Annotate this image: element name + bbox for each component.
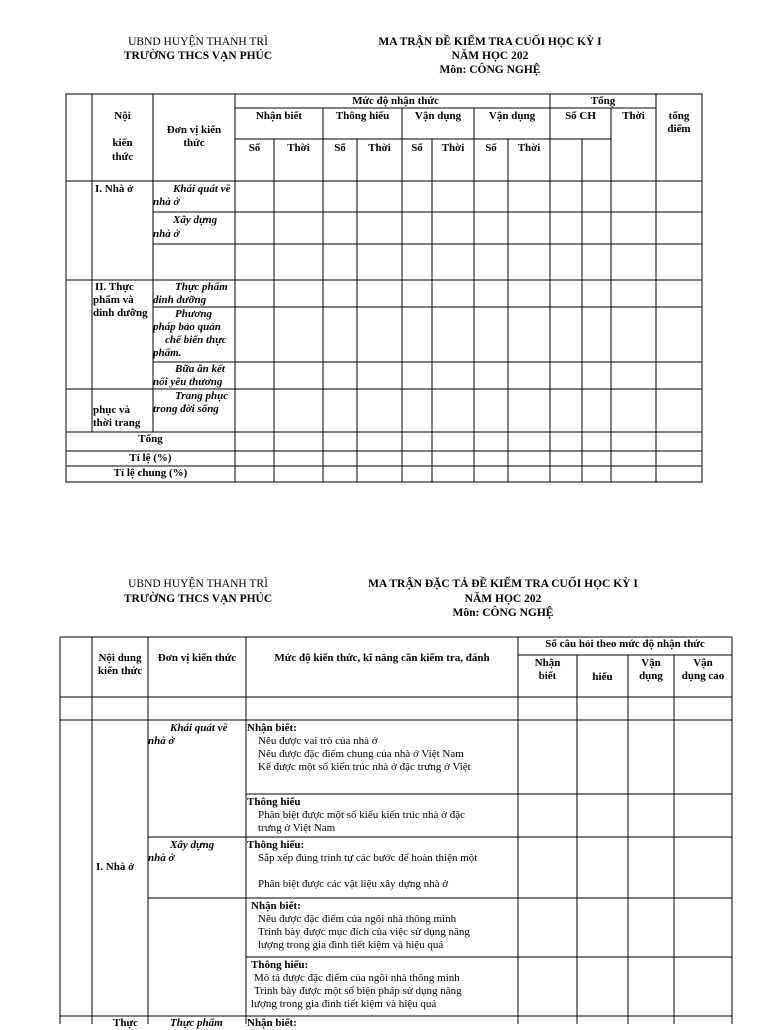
sub-time: Thời	[517, 142, 541, 154]
doc-title: MA TRẬN ĐẶC TẢ ĐỀ KIỂM TRA CUỐI HỌC KỲ I	[368, 578, 638, 590]
unit-housing-build: Xây dựng	[173, 214, 218, 226]
school-year: NĂM HỌC 202	[451, 50, 529, 62]
unit-food-meal: Bữa ăn kết	[175, 363, 225, 375]
level-understand: Thông hiểu	[335, 110, 390, 122]
subject: Môn: CÔNG NGHỆ	[439, 64, 541, 76]
sub-time: Thời	[441, 142, 465, 154]
topic-housing: I. Nhà ở	[96, 861, 135, 873]
ratio-row-label: Tỉ lệ (%)	[129, 452, 172, 464]
total-group-header: Tổng	[590, 95, 616, 107]
school-line: TRƯỜNG THCS VẠN PHÚC	[123, 50, 273, 62]
topic-housing: I. Nhà ở	[95, 183, 134, 195]
level-apply-high: Vận dụng	[488, 110, 536, 122]
sub-apply-high: Vận	[693, 657, 713, 669]
spec-block-cut: Nhận biết:	[247, 1017, 297, 1029]
col-question-count-header: Số câu hỏi theo mức độ nhận thức	[545, 638, 705, 650]
org-line1: UBND HUYỆN THANH TRÌ	[128, 36, 268, 48]
unit-clothing-2: trong đời sống	[153, 403, 219, 415]
unit-clothing: Trang phục	[175, 390, 229, 402]
topic-food-cut: Thực	[113, 1017, 138, 1029]
topic-food-2: phẩm và	[93, 294, 134, 306]
unit-food-preserve-2: pháp bảo quản	[153, 321, 221, 333]
level-recognize: Nhận biết	[255, 110, 303, 122]
col-unit-header: Đơn vị kiến	[166, 124, 222, 136]
school-year: NĂM HỌC 202	[464, 593, 542, 605]
unit-food-preserve-4: phẩm.	[153, 347, 182, 359]
unit-food-nutrition-2: dinh dưỡng	[153, 294, 207, 306]
topic-clothing-2: thời trang	[93, 417, 141, 429]
unit-food-meal-2: nối yêu thương	[153, 376, 223, 388]
spec-block-understand-1: Thông hiểu Phân biệt được một số kiểu kiến trúc nhà ở đặc trưng ở Việt Nam	[247, 796, 465, 834]
sub-understand: hiểu	[592, 671, 613, 683]
sub-count: Số	[411, 142, 423, 154]
unit-housing-build: Xây dựng	[170, 839, 215, 851]
unit-food-preserve-3: chế biến thực	[165, 334, 227, 346]
unit-food-cut: Thực phẩm	[170, 1017, 223, 1029]
col-content-header-2: kiến thức	[97, 665, 143, 677]
sub-recognize-2: biết	[538, 670, 557, 682]
topic-food: II. Thực	[95, 281, 134, 293]
col-content-header: Nội dung	[98, 652, 142, 664]
col-topic-header-3: thức	[111, 151, 134, 163]
total-score-header: tổng	[668, 110, 690, 122]
col-skill-header: Mức độ kiến thức, kĩ năng cần kiểm tra, đánh	[274, 652, 490, 664]
sub-count: Số	[248, 142, 261, 154]
school-line: TRƯỜNG THCS VẠN PHÚC	[123, 593, 273, 605]
level-group-header: Mức độ nhận thức	[352, 95, 439, 107]
sub-apply: Vận	[641, 657, 661, 669]
unit-housing-build-2: nhà ở	[148, 852, 175, 864]
sub-apply-high-2: dụng cao	[681, 670, 725, 682]
topic-food-3: dinh dưỡng	[93, 307, 148, 319]
time-header: Thời	[622, 110, 645, 122]
subject: Môn: CÔNG NGHỆ	[452, 607, 554, 619]
question-count-header: Số CH	[565, 110, 596, 122]
total-score-header-2: điểm	[667, 123, 691, 135]
doc-title: MA TRẬN ĐỀ KIỂM TRA CUỐI HỌC KỲ I	[378, 36, 602, 48]
topic-clothing: phục và	[93, 404, 130, 416]
unit-housing-overview-2: nhà ở	[148, 735, 175, 747]
col-unit-header: Đơn vị kiến thức	[157, 652, 237, 664]
org-line1: UBND HUYỆN THANH TRÌ	[128, 578, 268, 590]
unit-housing-overview-2: nhà ở	[153, 196, 180, 208]
spec-block-recognize-2: Nhận biết: Nêu được đặc điểm của ngôi nhà thông minh Trình bày được mục đích của việc sử dụng năng lượng trong gia đình tiết kiệm và hiệu quả	[251, 900, 470, 951]
spec-block-recognize-1: Nhận biết: Nêu được vai trò của nhà ở Nêu được đặc điểm chung của nhà ở Việt Nam Kể được một số kiến trúc nhà ở đặc trưng ở Việt	[247, 722, 471, 773]
sub-time: Thời	[368, 142, 391, 154]
unit-food-preserve: Phương	[175, 308, 212, 320]
unit-food-nutrition: Thực phẩm	[175, 281, 228, 293]
col-topic-header-2: kiến	[112, 137, 133, 149]
spec-block-understand-2: Thông hiểu: Sắp xếp đúng trình tự các bước để hoàn thiện một Phân biệt được các vật liệu xây dựng nhà ở	[247, 839, 478, 890]
col-unit-header-2: thức	[183, 137, 205, 149]
unit-housing-build-2: nhà ở	[153, 228, 180, 240]
total-row-label: Tổng	[138, 433, 163, 445]
common-ratio-row-label: Tỉ lệ chung (%)	[113, 467, 188, 479]
spec-block-understand-3: Thông hiểu: Mô tả được đặc điểm của ngôi nhà thông minh Trình bày được một số biện pháp sử dụng năng lượng trong gia đình tiết kiệm và hiệu quả	[251, 959, 462, 1010]
sub-recognize: Nhận	[534, 657, 561, 669]
col-topic-header: Nội	[114, 110, 131, 122]
sub-count: Số	[334, 142, 346, 154]
sub-apply-2: dụng	[639, 670, 663, 682]
level-apply: Vận dụng	[414, 110, 462, 122]
unit-housing-overview: Khái quát về	[170, 722, 228, 734]
sub-count: Số	[485, 142, 497, 154]
unit-housing-overview: Khái quát về	[173, 183, 231, 195]
sub-time: Thời	[287, 142, 310, 154]
